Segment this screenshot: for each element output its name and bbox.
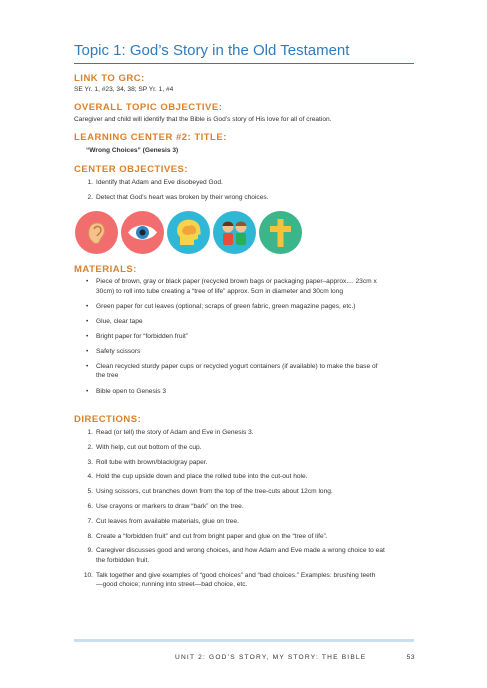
children-icon: [213, 211, 256, 254]
item-number: 1.: [87, 429, 93, 436]
list-item: [86, 458, 416, 468]
list-item: [86, 277, 416, 296]
item-text: Detect that God’s heart was broken by their wrong choices.: [96, 193, 269, 201]
list-item: [86, 193, 416, 203]
item-number: 10.: [83, 571, 93, 579]
bullet-marker: •: [86, 387, 89, 395]
item-text-line: Use crayons or markers to draw “bark” on the tree.: [96, 502, 244, 510]
footer-divider: [74, 639, 414, 642]
bullet-marker: •: [86, 332, 89, 340]
link-to-grc-text: SE Yr. 1, #23, 34, 38; SP Yr. 1, #4: [74, 86, 174, 93]
item-text-line: Talk together and give examples of “good choices” and “bad choices.” Examples: brushing teeth: [96, 571, 376, 579]
item-text-line: Bible open to Genesis 3: [96, 387, 167, 395]
list-item: [86, 487, 416, 497]
item-number: 6.: [87, 502, 93, 510]
materials-heading: MATERIALS:: [74, 264, 137, 275]
page-footer: [175, 654, 415, 661]
item-text-line: With help, cut out bottom of the cup.: [96, 443, 202, 451]
list-item: [86, 332, 416, 342]
directions-list: [83, 428, 416, 595]
page-title: Topic 1: God’s Story in the Old Testament: [74, 42, 350, 59]
ear-icon: [75, 211, 118, 254]
item-text-line: 30cm) to roll into tube creating a “tree of life” approx. 5cm in diameter and 30cm long: [96, 287, 344, 295]
item-number: 8.: [87, 532, 93, 540]
item-number: 5.: [87, 488, 93, 496]
item-text-line: Create a “forbidden fruit” and cut from bright paper and glue on the “tree of life”.: [96, 532, 328, 540]
item-text-line: Roll tube with brown/black/gray paper.: [96, 458, 208, 466]
eye-icon: [121, 211, 164, 254]
skills-icon-row: [75, 211, 315, 254]
list-item: [86, 472, 416, 482]
bullet-marker: •: [86, 278, 89, 285]
list-item: [86, 443, 416, 453]
item-number: 7.: [87, 517, 93, 525]
item-text-line: Bright paper for “forbidden fruit”: [96, 332, 188, 340]
item-text-line: Green paper for cut leaves (optional; scraps of green fabric, green magazine pages, etc.): [96, 302, 356, 310]
title-divider: [74, 63, 414, 64]
learning-center-title: “Wrong Choices” (Genesis 3): [86, 147, 179, 154]
materials-list: [86, 277, 416, 402]
list-item: [86, 387, 416, 397]
item-number: 4.: [87, 473, 93, 481]
item-text-line: Piece of brown, gray or black paper (recycled brown bags or packaging paper–approx.... 23cm x: [96, 278, 377, 285]
item-number: 1.: [87, 179, 93, 186]
list-item: [86, 347, 416, 357]
bullet-marker: •: [86, 317, 89, 325]
item-number: 9.: [87, 547, 93, 555]
item-text-line: Cut leaves from available materials, glue on tree.: [96, 517, 239, 525]
item-text: Identify that Adam and Eve disobeyed God.: [96, 179, 223, 186]
list-item: [86, 532, 416, 542]
item-number: 2.: [87, 443, 93, 451]
list-item: [86, 317, 416, 327]
bullet-marker: •: [86, 362, 89, 370]
item-text-line: the tree: [96, 372, 119, 380]
cross-icon: [259, 211, 302, 254]
list-item: [86, 178, 416, 188]
item-text-line: Clean recycled sturdy paper cups or recycled yogurt containers (if available) to make the base of: [96, 362, 378, 370]
brain-icon: [167, 211, 210, 254]
list-item: [86, 517, 416, 527]
link-to-grc-heading: LINK TO GRC:: [74, 73, 145, 84]
item-number: 3.: [87, 458, 93, 466]
item-text-line: Hold the cup upside down and place the rolled tube into the cut-out hole.: [96, 473, 308, 481]
center-objectives-heading: CENTER OBJECTIVES:: [74, 164, 189, 175]
item-text-line: Glue, clear tape: [96, 317, 143, 325]
directions-heading: DIRECTIONS:: [74, 414, 142, 425]
list-item: [86, 502, 416, 512]
list-item: [86, 428, 416, 438]
objective-text: Caregiver and child will identify that the Bible is God’s story of His love for all of creation.: [74, 116, 332, 123]
item-text-line: Read (or tell) the story of Adam and Eve in Genesis 3.: [96, 429, 254, 436]
objective-heading: OVERALL TOPIC OBJECTIVE:: [74, 102, 223, 113]
bullet-marker: •: [86, 347, 89, 355]
item-text-line: Safety scissors: [96, 347, 141, 355]
list-item: [86, 302, 416, 312]
center-objectives-list: [86, 178, 416, 207]
list-item: [86, 362, 416, 381]
item-text-line: —good choice; running into street—bad choice, etc.: [96, 581, 248, 589]
list-item: [86, 546, 416, 565]
item-number: 2.: [87, 193, 93, 201]
item-text-line: the forbidden fruit.: [96, 556, 150, 564]
footer-unit-title: UNIT 2: GOD’S STORY, MY STORY: THE BIBLE: [175, 654, 367, 661]
list-item: [83, 571, 416, 590]
item-text-line: Caregiver discusses good and wrong choices, and how Adam and Eve made a wrong choice to eat: [96, 547, 385, 555]
item-text-line: Using scissors, cut branches down from the top of the tree-cuts about 12cm long.: [96, 488, 333, 496]
page-number: 53: [406, 654, 415, 661]
bullet-marker: •: [86, 302, 89, 310]
learning-center-heading: LEARNING CENTER #2: TITLE:: [74, 132, 227, 143]
